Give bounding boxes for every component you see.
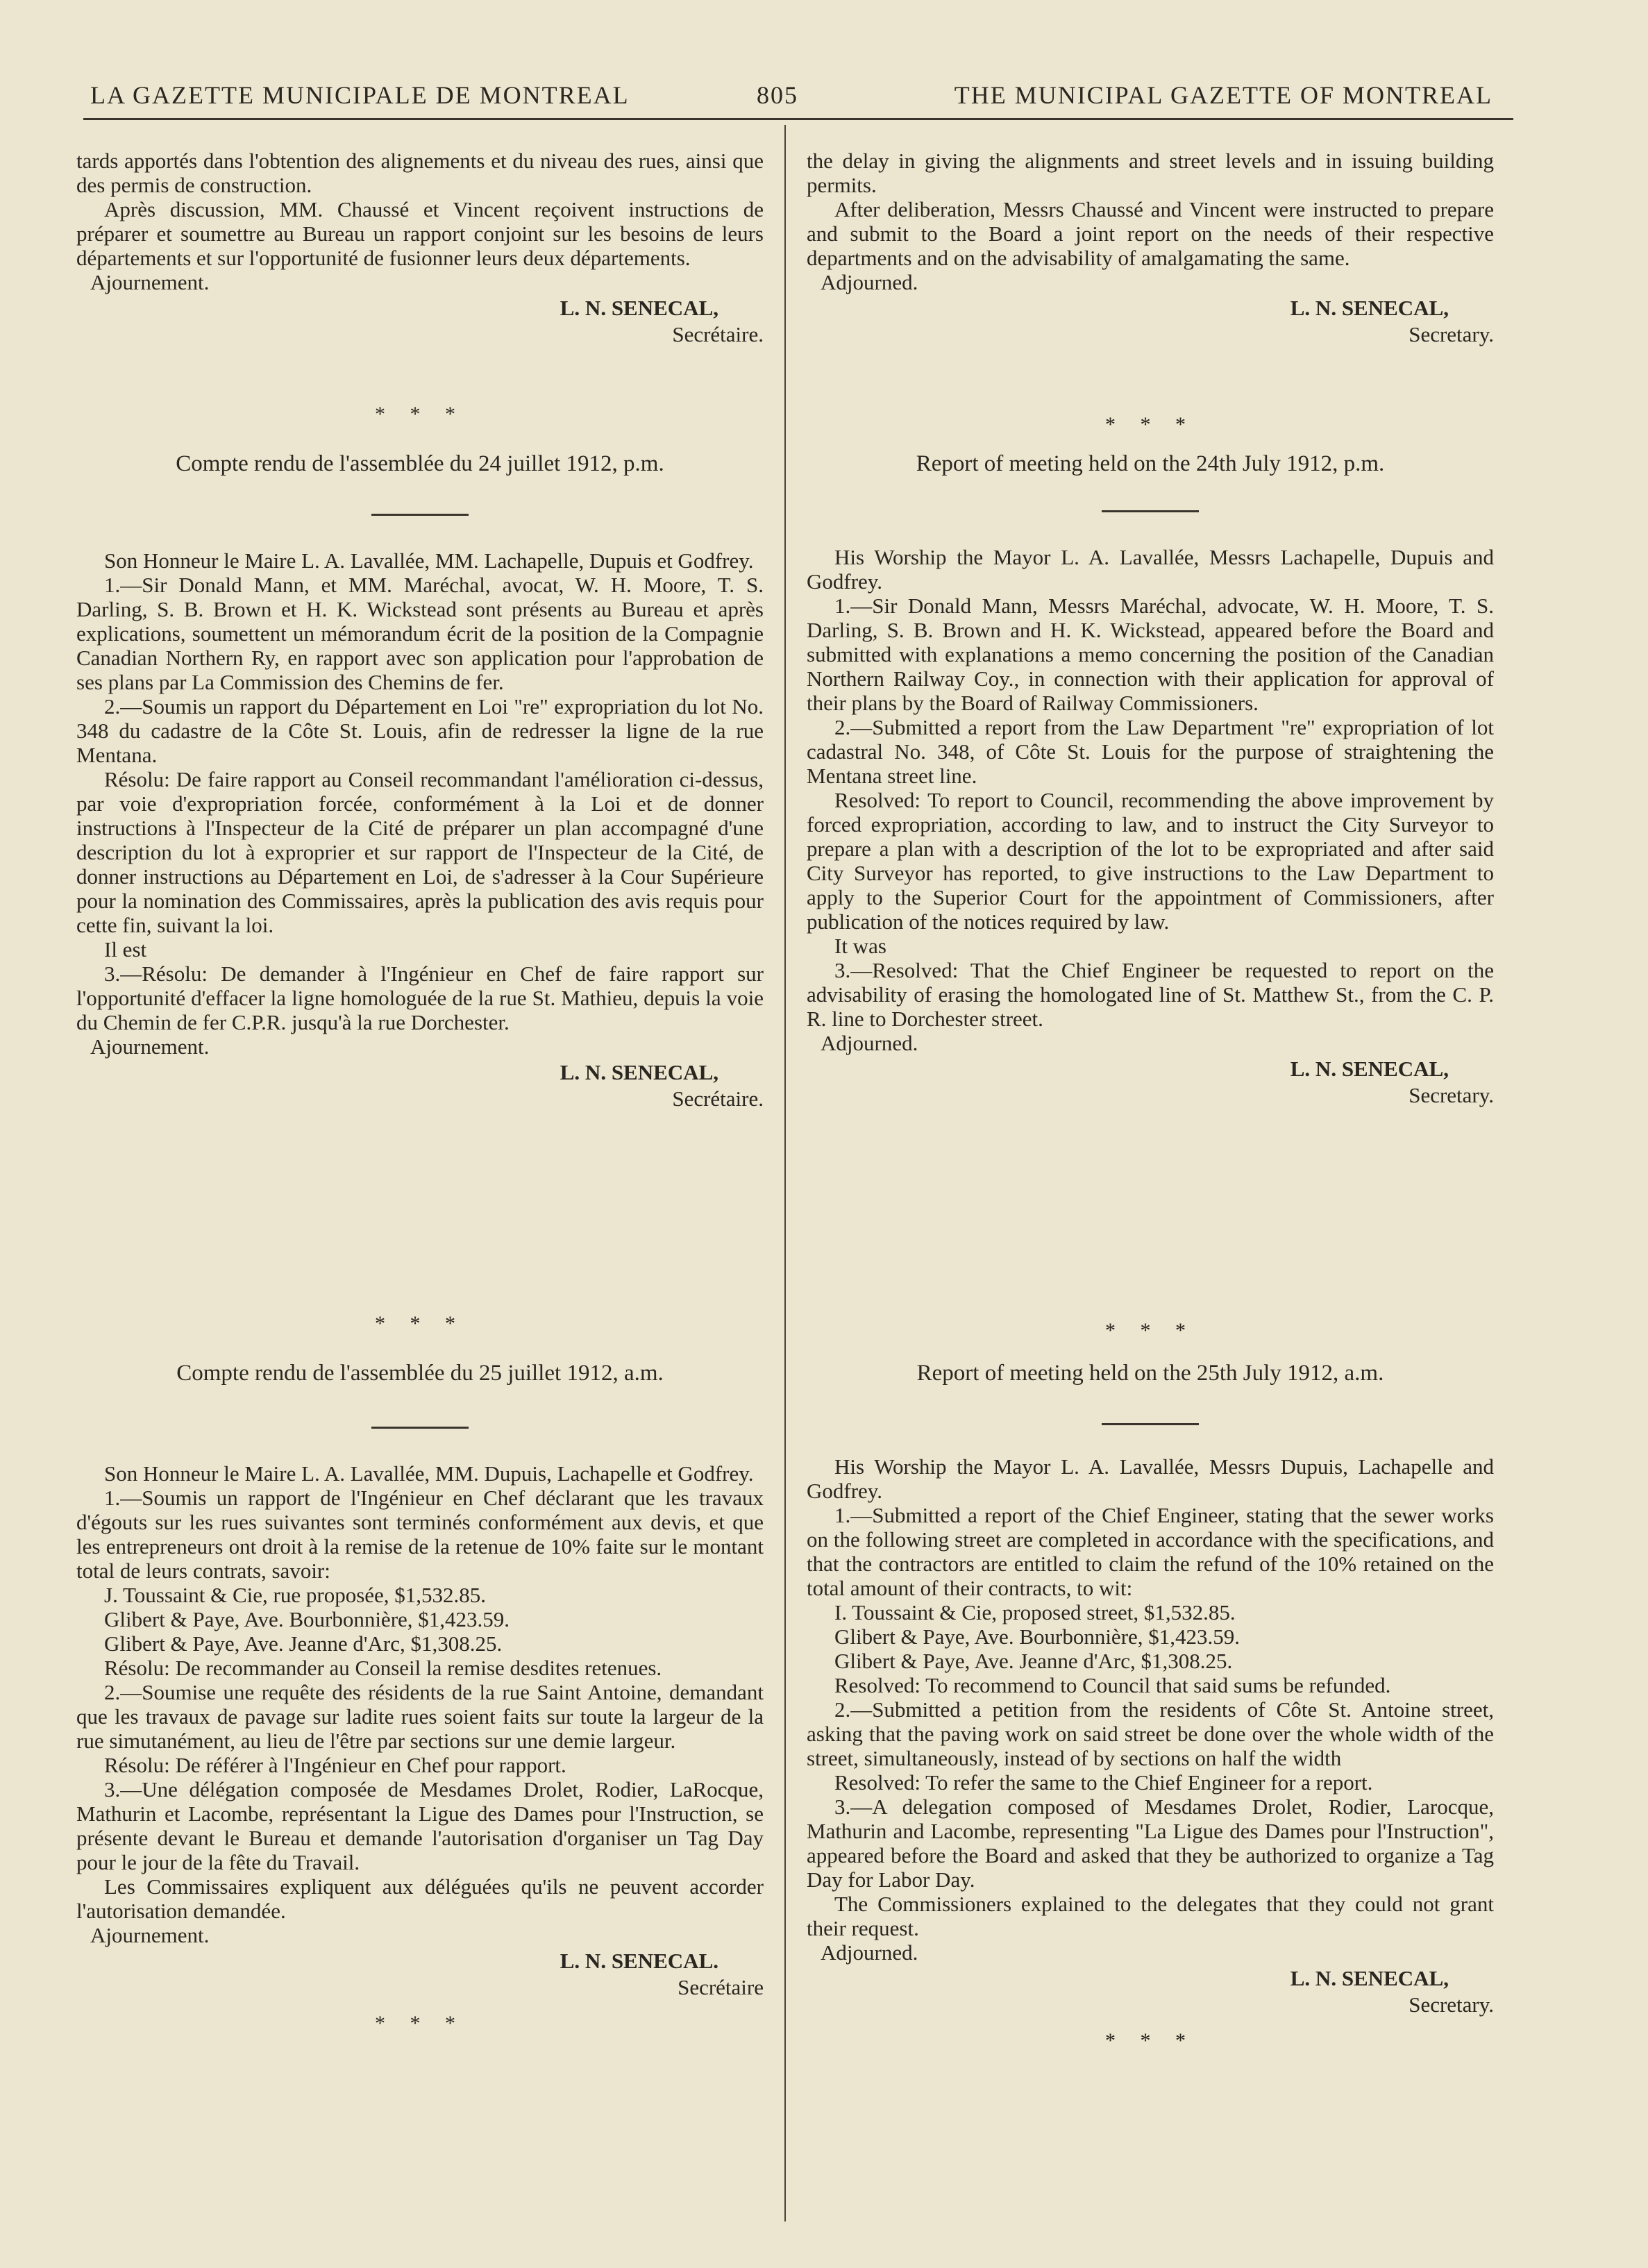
- fr-section-2: [76, 548, 764, 1112]
- en-item-1: 1.—Submitted a report of the Chief Engineer, stating that the sewer works on the following street are completed in accordance with the specifications, and that the contractors are entitled to claim the refund of the 10% retained on the total amount of their contracts, to wit:: [807, 1503, 1494, 1600]
- fr-separator-stars: * * *: [375, 403, 465, 426]
- en-item-1: 1.—Sir Donald Mann, Messrs Maréchal, advocate, W. H. Moore, T. S. Darling, S. B. Brown and H. K. Wickstead, appeared before the Board and submitted with explanations a memo concerning the position of the Canadian Northern Railway Coy., in connection with their application for approval of their plans by the Board of Railway Commissioners.: [807, 594, 1494, 715]
- fr-title-rule: [76, 514, 764, 516]
- en-resolution: Resolved: To refer the same to the Chief Engineer for a report.: [834, 1770, 1373, 1795]
- fr-paragraph: Après discussion, MM. Chaussé et Vincent reçoivent instructions de préparer et soumettre au Bureau un rapport conjoint sur les besoins de leurs départements et sur l'opportunité de fusionner leurs deux départements.: [76, 197, 764, 270]
- fr-item-1: 1.—Sir Donald Mann, et MM. Maréchal, avocat, W. H. Moore, T. S. Darling, S. B. Brown et H. K. Wickstead sont présents au Bureau et après explications, soumettent un mémorandum écrit de la position de la Compagnie Canadian Northern Ry, en rapport avec son application pour l'approbation de ses plans par La Commission des Chemins de fer.: [76, 573, 764, 694]
- en-item-2: 2.—Submitted a report from the Law Department "re" expropriation of lot cadastral No. 348, of Côte St. Louis for the purpose of straightening the Mentana street line.: [807, 715, 1494, 788]
- fr-it-is: Il est: [104, 937, 147, 961]
- en-item-3: 3.—A delegation composed of Mesdames Drolet, Rodier, Larocque, Mathurin and Lacombe, representing "La Ligue des Dames pour l'Instruction", appeared before the Board and asked that they be authorized to organize a Tag Day for Labor Day.: [807, 1795, 1494, 1892]
- en-signature-title: Secretary.: [1409, 1992, 1494, 2017]
- en-it-was: It was: [834, 934, 886, 958]
- fr-section-1: [76, 149, 764, 348]
- fr-meeting-title: Compte rendu de l'assemblée du 25 juillet 1912, a.m.: [176, 1361, 664, 1386]
- fr-item-2: 2.—Soumis un rapport du Département en Loi "re" expropriation du lot No. 348 du cadastre de la Côte St. Louis, afin de redresser la ligne de la rue Mentana.: [76, 694, 764, 767]
- en-title-rule: [807, 1423, 1494, 1425]
- fr-adjournment: Ajournement.: [90, 270, 210, 294]
- fr-meeting-title: Compte rendu de l'assemblée du 24 juillet 1912, p.m.: [176, 451, 664, 476]
- en-signature-name: L. N. SENECAL,: [1290, 1057, 1449, 1081]
- en-meeting-title: Report of meeting held on the 24th July 1912, p.m.: [916, 451, 1385, 476]
- en-contract-line: Glibert & Paye, Ave. Bourbonnière, $1,423.59.: [834, 1624, 1241, 1649]
- en-attendance: His Worship the Mayor L. A. Lavallée, Messrs Dupuis, Lachapelle and Godfrey.: [807, 1454, 1494, 1503]
- en-adjournment: Adjourned.: [821, 1940, 918, 1965]
- fr-separator-stars: * * *: [375, 2012, 465, 2035]
- en-separator-stars: * * *: [1105, 2029, 1195, 2052]
- fr-resolution: Résolu: De recommander au Conseil la remise desdites retenues.: [104, 1656, 662, 1680]
- fr-commissioners-reply: Les Commissaires expliquent aux déléguées qu'ils ne peuvent accorder l'autorisation demandée.: [76, 1874, 764, 1923]
- en-section-1: [807, 149, 1494, 348]
- fr-adjournment: Ajournement.: [90, 1923, 210, 1947]
- page-number: 805: [757, 81, 798, 109]
- fr-attendance: Son Honneur le Maire L. A. Lavallée, MM. Dupuis, Lachapelle et Godfrey.: [104, 1461, 754, 1486]
- fr-contract-line: Glibert & Paye, Ave. Jeanne d'Arc, $1,308.25.: [104, 1631, 503, 1656]
- fr-signature-name: L. N. SENECAL,: [560, 1060, 718, 1084]
- en-resolution: Resolved: To report to Council, recommending the above improvement by forced expropriation, according to law, and to instruct the City Surveyor to prepare a plan with a description of the lot to be expropriated and after said City Surveyor has reported, to give instructions to the Law Department to apply to the Superior Court for the appointment of Commissioners, after publication of the notices required by law.: [807, 788, 1494, 934]
- fr-signature-title: Secrétaire: [678, 1975, 764, 1999]
- en-meeting-title: Report of meeting held on the 25th July 1912, a.m.: [916, 1361, 1384, 1386]
- fr-separator-stars: * * *: [375, 1312, 465, 1335]
- en-separator-stars: * * *: [1105, 1319, 1195, 1342]
- en-title-rule: [807, 510, 1494, 512]
- en-signature-name: L. N. SENECAL,: [1290, 296, 1449, 320]
- en-contract-line: I. Toussaint & Cie, proposed street, $1,532.85.: [834, 1600, 1236, 1624]
- en-signature-title: Secretary.: [1409, 322, 1494, 346]
- en-signature-title: Secretary.: [1409, 1083, 1494, 1107]
- column-divider: [784, 125, 786, 2221]
- fr-paragraph: tards apportés dans l'obtention des alignements et du niveau des rues, ainsi que des permis de construction.: [76, 149, 764, 197]
- en-resolution: Resolved: To recommend to Council that said sums be refunded.: [834, 1673, 1391, 1697]
- en-signature-name: L. N. SENECAL,: [1290, 1966, 1449, 1990]
- fr-resolution: Résolu: De référer à l'Ingénieur en Chef pour rapport.: [104, 1753, 566, 1777]
- en-adjournment: Adjourned.: [821, 1031, 918, 1055]
- en-adjournment: Adjourned.: [821, 270, 918, 294]
- page-header: [83, 76, 1513, 120]
- fr-adjournment: Ajournement.: [90, 1034, 210, 1059]
- en-attendance: His Worship the Mayor L. A. Lavallée, Messrs Lachapelle, Dupuis and Godfrey.: [807, 545, 1494, 594]
- fr-signature-title: Secrétaire.: [672, 322, 764, 346]
- en-item-2: 2.—Submitted a petition from the residents of Côte St. Antoine street, asking that the paving work on said street be done over the whole width of the street, simultaneously, instead of by sections on half the width: [807, 1697, 1494, 1770]
- fr-title-rule: [76, 1427, 764, 1429]
- fr-signature-name: L. N. SENECAL,: [560, 296, 718, 320]
- fr-item-3: 3.—Une délégation composée de Mesdames Drolet, Rodier, LaRocque, Mathurin et Lacombe, représentant la Ligue des Dames pour l'Instruction, se présente devant le Bureau et demande l'autorisation d'organiser un Tag Day pour le jour de la fête du Travail.: [76, 1777, 764, 1874]
- fr-contract-line: Glibert & Paye, Ave. Bourbonnière, $1,423.59.: [104, 1607, 510, 1631]
- fr-item-2: 2.—Soumise une requête des résidents de la rue Saint Antoine, demandant que les travaux de pavage sur ladite rues soient faits sur toute la largeur de la rue simutanément, au lieu de l'être par sections sur une demie largeur.: [76, 1680, 764, 1753]
- en-section-3: [807, 1454, 1494, 2053]
- en-commissioners-reply: The Commissioners explained to the delegates that they could not grant their request.: [807, 1892, 1494, 1940]
- fr-contract-line: J. Toussaint & Cie, rue proposée, $1,532.85.: [104, 1583, 487, 1607]
- header-french-title: LA GAZETTE MUNICIPALE DE MONTREAL: [90, 81, 630, 109]
- fr-resolution: Résolu: De faire rapport au Conseil recommandant l'amélioration ci-dessus, par voie d'expropriation forcée, conformément à la Loi et de donner instructions à l'Inspecteur de la Cité de préparer un plan accompagné d'une description du lot à exproprier et sur rapport de l'Inspecteur de la Cité, de donner instructions au Département en Loi, de s'adresser à la Cour Supérieure pour la nomination des Commissaires, après la publication des avis requis pour cette fin, suivant la loi.: [76, 767, 764, 937]
- en-separator-stars: * * *: [1105, 413, 1195, 436]
- en-contract-line: Glibert & Paye, Ave. Jeanne d'Arc, $1,308.25.: [834, 1649, 1233, 1673]
- en-paragraph: After deliberation, Messrs Chaussé and Vincent were instructed to prepare and submit to the Board a joint report on the needs of their respective departments and on the advisability of amalgamating the same.: [807, 197, 1494, 270]
- fr-signature-name: L. N. SENECAL.: [560, 1949, 718, 1973]
- header-english-title: THE MUNICIPAL GAZETTE OF MONTREAL: [954, 81, 1493, 109]
- en-item-3: 3.—Resolved: That the Chief Engineer be requested to report on the advisability of erasing the homologated line of St. Matthew St., from the C. P. R. line to Dorchester street.: [807, 958, 1494, 1031]
- fr-item-1: 1.—Soumis un rapport de l'Ingénieur en Chef déclarant que les travaux d'égouts sur les rues suivantes sont terminés conformément aux devis, et que les entrepreneurs ont droit à la remise de la retenue de 10% faite sur le montant total de leurs contrats, savoir:: [76, 1486, 764, 1583]
- fr-item-3: 3.—Résolu: De demander à l'Ingénieur en Chef de faire rapport sur l'opportunité d'effacer la ligne homologuée de la rue St. Mathieu, depuis la voie du Chemin de fer C.P.R. jusqu'à la rue Dorchester.: [76, 961, 764, 1034]
- fr-signature-title: Secrétaire.: [672, 1086, 764, 1111]
- fr-section-3: [76, 1461, 764, 2035]
- en-paragraph: the delay in giving the alignments and street levels and in issuing building permits.: [807, 149, 1494, 197]
- fr-attendance: Son Honneur le Maire L. A. Lavallée, MM. Lachapelle, Dupuis et Godfrey.: [104, 548, 754, 573]
- en-section-2: [807, 545, 1494, 1109]
